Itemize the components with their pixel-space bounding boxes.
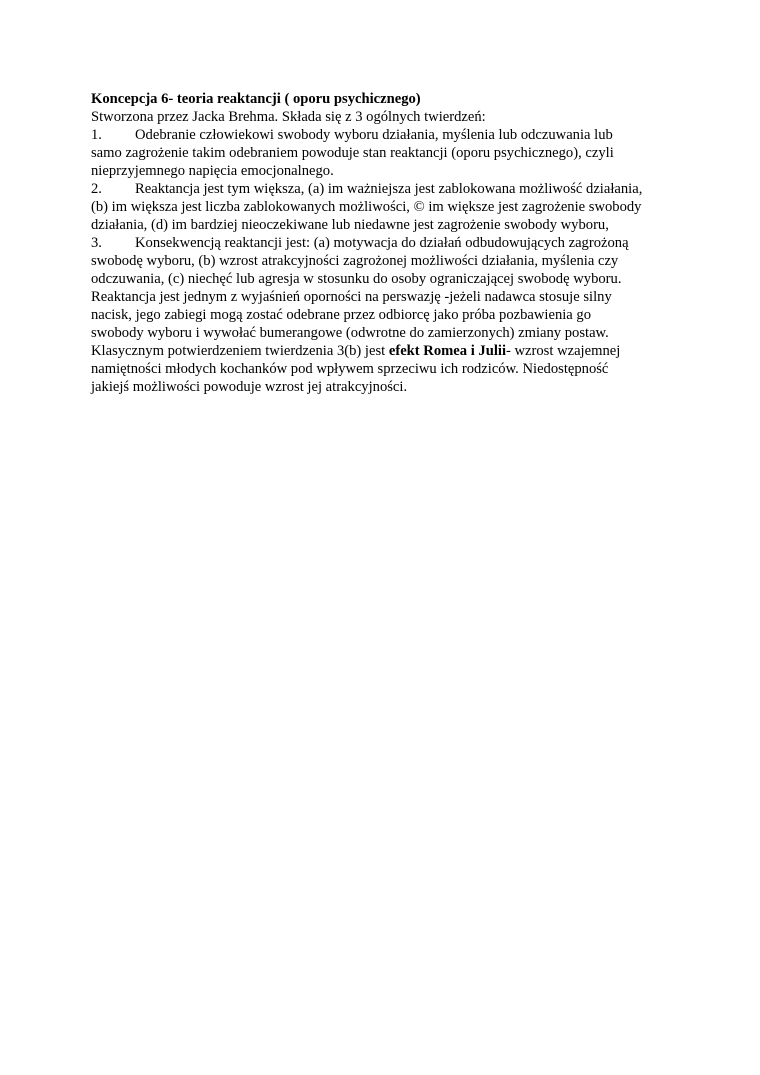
paragraph-2-text-end: - wzrost wzajemnej (506, 343, 621, 359)
list-item-1-number: 1. (91, 127, 102, 143)
list-item-2-line-3: działania, (d) im bardziej nieoczekiwane lub niedawne jest zagrożenie swobody wyboru, (91, 217, 609, 233)
list-item-1-line-2: samo zagrożenie takim odebraniem powoduje stan reaktancji (oporu psychicznego), czyli (91, 145, 614, 161)
paragraph-2-line-3: jakiejś możliwości powoduje wzrost jej atrakcyjności. (91, 379, 408, 395)
document-body (91, 90, 681, 396)
document-title: Koncepcja 6- teoria reaktancji ( oporu psychicznego) (91, 91, 421, 107)
list-item-3-text: Konsekwencją reaktancji jest: (a) motywacja do działań odbudowujących zagrożoną (135, 235, 629, 251)
list-item-2-line-1 (91, 180, 681, 198)
list-item-3-line-2: swobodę wyboru, (b) wzrost atrakcyjności zagrożonej możliwości działania, myślenia czy (91, 253, 619, 269)
list-item-2-text: Reaktancja jest tym większa, (a) im ważniejsza jest zablokowana możliwość działania, (135, 181, 643, 197)
list-item-3-number: 3. (91, 235, 102, 251)
paragraph-1-line-2: nacisk, jego zabiegi mogą zostać odebrane przez odbiorcę jako próba pozbawienia go (91, 307, 592, 323)
paragraph-2-line-1 (91, 342, 681, 360)
list-item-1-line-3: nieprzyjemnego napięcia emocjonalnego. (91, 163, 334, 179)
list-item-3-line-1 (91, 234, 681, 252)
list-item-2-number: 2. (91, 181, 102, 197)
paragraph-2-text-start: Klasycznym potwierdzeniem twierdzenia 3(b) jest (91, 343, 389, 359)
paragraph-2-bold-term: efekt Romea i Julii (388, 343, 506, 359)
intro-text: Stworzona przez Jacka Brehma. Składa się z 3 ogólnych twierdzeń: (91, 109, 486, 125)
list-item-2-line-2: (b) im większa jest liczba zablokowanych możliwości, © im większe jest zagrożenie swobody (91, 199, 642, 215)
list-item-1-line-1 (91, 126, 681, 144)
paragraph-1-line-1: Reaktancja jest jednym z wyjaśnień oporności na perswazję -jeżeli nadawca stosuje silny (91, 289, 612, 305)
paragraph-1-line-3: swobody wyboru i wywołać bumerangowe (odwrotne do zamierzonych) zmiany postaw. (91, 325, 609, 341)
list-item-3-line-3: odczuwania, (c) niechęć lub agresja w stosunku do osoby ograniczającej swobodę wyboru. (91, 271, 622, 287)
list-item-1-text: Odebranie człowiekowi swobody wyboru działania, myślenia lub odczuwania lub (135, 127, 613, 143)
paragraph-2-line-2: namiętności młodych kochanków pod wpływem sprzeciwu ich rodziców. Niedostępność (91, 361, 609, 377)
